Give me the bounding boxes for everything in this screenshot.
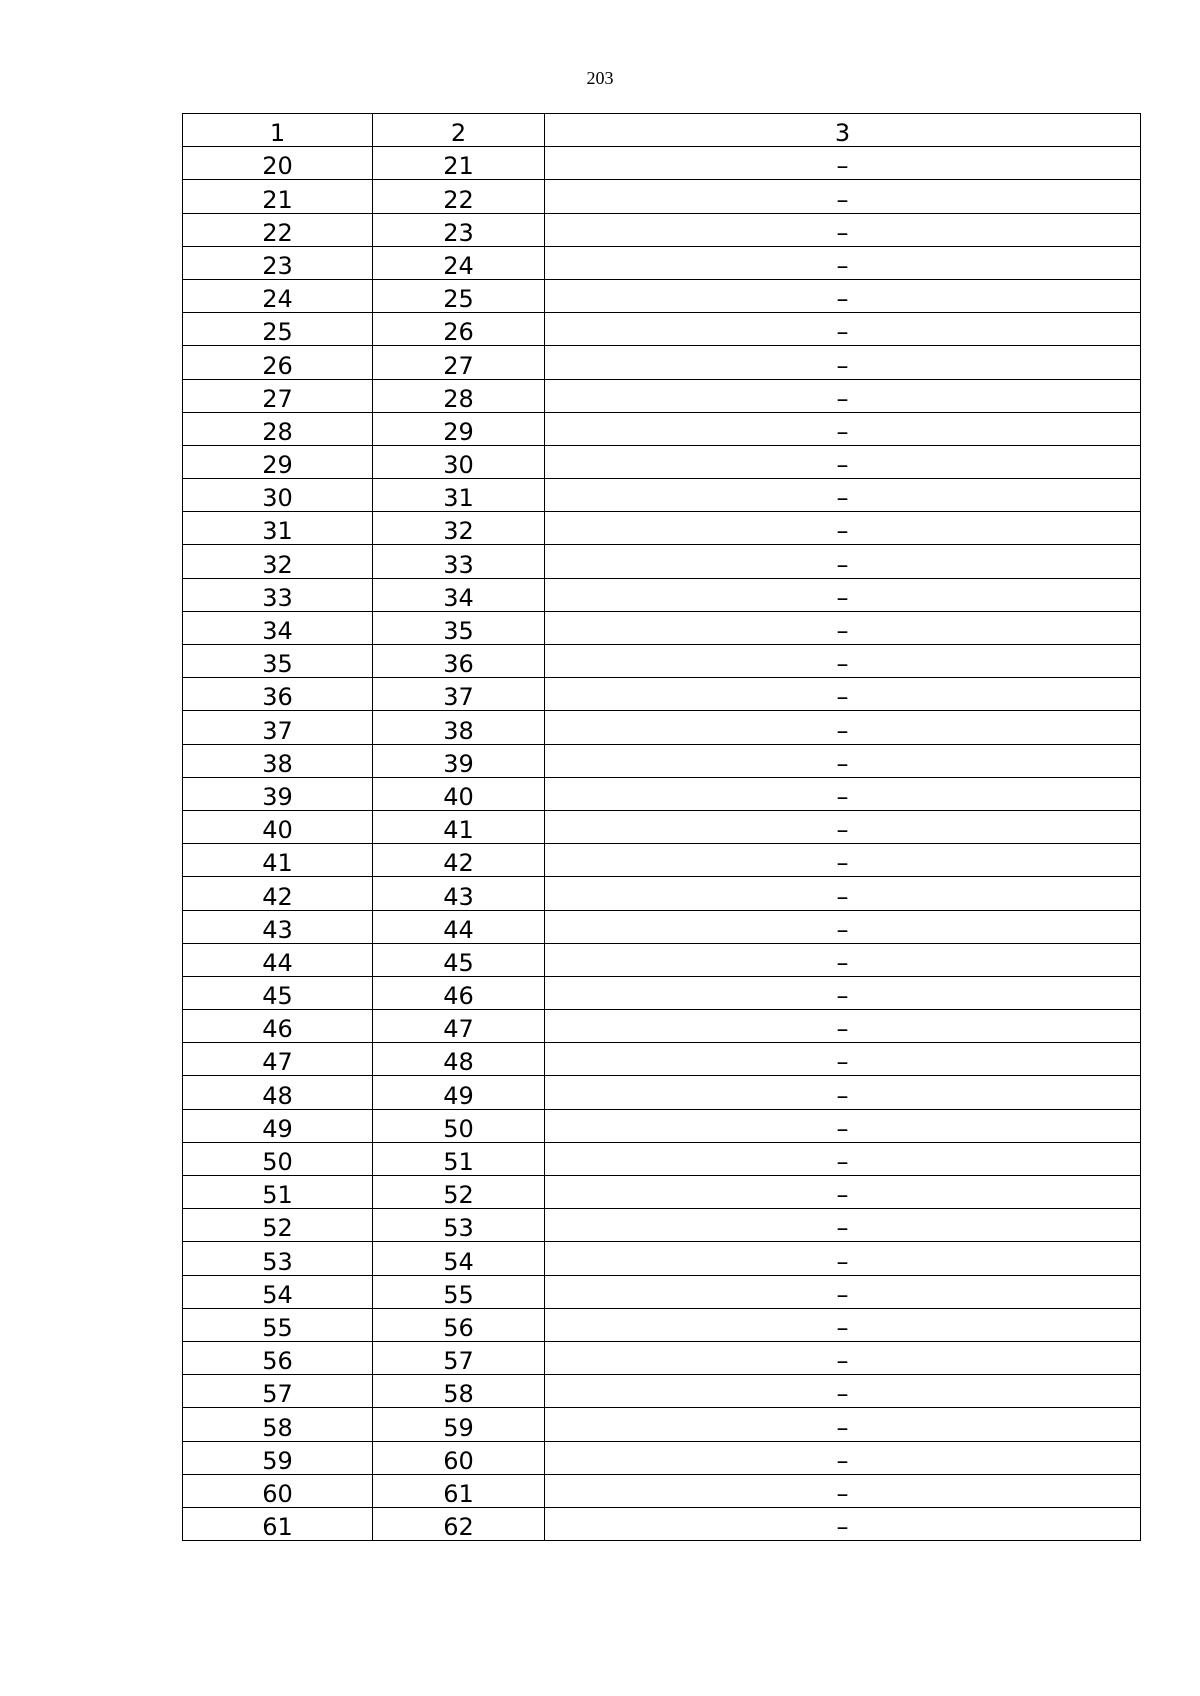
table-cell-col2: 33 [373,545,545,578]
header-cell-col1: 1 [183,114,373,147]
table-cell-col1: 47 [183,1043,373,1076]
table-row [183,180,1141,213]
table-cell-col2: 47 [373,1010,545,1043]
header-cell-col3: 3 [545,114,1141,147]
page-number: 203 [586,68,614,88]
table-cell-col1: 38 [183,744,373,777]
table-cell-col1: 56 [183,1341,373,1374]
table-cell-col3: – [545,246,1141,279]
table-cell-col2: 49 [373,1076,545,1109]
table-cell-col3: – [545,1176,1141,1209]
table-cell-col1: 22 [183,213,373,246]
table-cell-col1: 37 [183,711,373,744]
table-cell-col1: 49 [183,1109,373,1142]
table-cell-col3: – [545,645,1141,678]
table-cell-col3: – [545,313,1141,346]
table-cell-col3: – [545,1308,1141,1341]
table-row [183,1341,1141,1374]
table-cell-col2: 42 [373,844,545,877]
table-row [183,1474,1141,1507]
table-cell-col3: – [545,1043,1141,1076]
table-cell-col2: 55 [373,1275,545,1308]
table-cell-col1: 35 [183,645,373,678]
table-row [183,1507,1141,1540]
table-cell-col1: 50 [183,1142,373,1175]
table-row [183,1043,1141,1076]
table-cell-col2: 32 [373,512,545,545]
table-cell-col2: 58 [373,1375,545,1408]
table-cell-col3: – [545,1507,1141,1540]
table-cell-col2: 35 [373,611,545,644]
table-cell-col3: – [545,844,1141,877]
table-cell-col1: 55 [183,1308,373,1341]
table-cell-col3: – [545,1109,1141,1142]
table-cell-col3: – [545,744,1141,777]
table-cell-col2: 50 [373,1109,545,1142]
table-row [183,744,1141,777]
table-cell-col3: – [545,1076,1141,1109]
table-cell-col2: 25 [373,279,545,312]
table-cell-col3: – [545,1010,1141,1043]
table-row [183,976,1141,1009]
table-cell-col3: – [545,545,1141,578]
table-cell-col2: 44 [373,910,545,943]
table-cell-col1: 58 [183,1408,373,1441]
table-cell-col1: 43 [183,910,373,943]
table-cell-col3: – [545,1408,1141,1441]
table-cell-col2: 53 [373,1209,545,1242]
table-row [183,545,1141,578]
table-cell-col2: 24 [373,246,545,279]
table-cell-col3: – [545,379,1141,412]
table-cell-col1: 27 [183,379,373,412]
table-row [183,611,1141,644]
table-cell-col2: 29 [373,412,545,445]
table-cell-col3: – [545,1341,1141,1374]
table-cell-col1: 29 [183,445,373,478]
table-cell-col2: 34 [373,578,545,611]
table-cell-col3: – [545,910,1141,943]
table-cell-col1: 48 [183,1076,373,1109]
table-row [183,1441,1141,1474]
table-cell-col1: 33 [183,578,373,611]
table-row [183,1109,1141,1142]
table-header-row [183,114,1141,147]
table-cell-col1: 31 [183,512,373,545]
data-table [182,113,1141,1541]
table-cell-col2: 37 [373,678,545,711]
table-cell-col1: 41 [183,844,373,877]
table-cell-col1: 21 [183,180,373,213]
table-cell-col2: 46 [373,976,545,1009]
table-row [183,777,1141,810]
table-row [183,645,1141,678]
table-row [183,877,1141,910]
table-cell-col3: – [545,479,1141,512]
table-cell-col2: 40 [373,777,545,810]
table-cell-col2: 28 [373,379,545,412]
table-cell-col3: – [545,1242,1141,1275]
table-cell-col3: – [545,279,1141,312]
table-cell-col2: 54 [373,1242,545,1275]
table-row [183,1408,1141,1441]
table-cell-col2: 26 [373,313,545,346]
table-cell-col2: 62 [373,1507,545,1540]
table-cell-col3: – [545,1375,1141,1408]
table-cell-col1: 51 [183,1176,373,1209]
table-cell-col1: 53 [183,1242,373,1275]
table-row [183,1176,1141,1209]
table-cell-col1: 30 [183,479,373,512]
table-cell-col2: 27 [373,346,545,379]
table-cell-col3: – [545,1142,1141,1175]
table-cell-col1: 59 [183,1441,373,1474]
table-cell-col3: – [545,578,1141,611]
table-row [183,578,1141,611]
table-cell-col3: – [545,147,1141,180]
table-cell-col1: 39 [183,777,373,810]
table-cell-col2: 39 [373,744,545,777]
table-cell-col1: 54 [183,1275,373,1308]
table-row [183,1076,1141,1109]
header-cell-col2: 2 [373,114,545,147]
table-cell-col2: 61 [373,1474,545,1507]
table-cell-col2: 31 [373,479,545,512]
table-cell-col1: 24 [183,279,373,312]
table-cell-col1: 25 [183,313,373,346]
table-cell-col1: 28 [183,412,373,445]
table-row [183,678,1141,711]
table-cell-col1: 61 [183,1507,373,1540]
table-cell-col1: 34 [183,611,373,644]
table-cell-col3: – [545,1441,1141,1474]
table-cell-col2: 52 [373,1176,545,1209]
table-cell-col3: – [545,711,1141,744]
table-cell-col2: 38 [373,711,545,744]
table-cell-col2: 48 [373,1043,545,1076]
table-cell-col1: 52 [183,1209,373,1242]
table-cell-col1: 42 [183,877,373,910]
table-row [183,1209,1141,1242]
table-row [183,479,1141,512]
table-cell-col3: – [545,1209,1141,1242]
table-row [183,1142,1141,1175]
table-row [183,1010,1141,1043]
table-cell-col2: 22 [373,180,545,213]
table-cell-col2: 23 [373,213,545,246]
table-row [183,279,1141,312]
table-cell-col2: 60 [373,1441,545,1474]
table-row [183,147,1141,180]
table-cell-col3: – [545,412,1141,445]
table-body [183,114,1141,1541]
table-row [183,313,1141,346]
table-cell-col3: – [545,877,1141,910]
table-cell-col1: 57 [183,1375,373,1408]
table-cell-col1: 20 [183,147,373,180]
table-row [183,1308,1141,1341]
table-cell-col2: 43 [373,877,545,910]
table-cell-col3: – [545,180,1141,213]
table-cell-col2: 30 [373,445,545,478]
table-cell-col3: – [545,777,1141,810]
table-cell-col1: 26 [183,346,373,379]
table-cell-col2: 56 [373,1308,545,1341]
table-cell-col3: – [545,943,1141,976]
table-row [183,346,1141,379]
table-row [183,810,1141,843]
table-cell-col3: – [545,810,1141,843]
table-row [183,943,1141,976]
table-cell-col3: – [545,1474,1141,1507]
table-cell-col3: – [545,976,1141,1009]
table-cell-col1: 60 [183,1474,373,1507]
table-row [183,1375,1141,1408]
table-cell-col2: 45 [373,943,545,976]
table-cell-col3: – [545,213,1141,246]
table-row [183,1242,1141,1275]
table-cell-col3: – [545,512,1141,545]
table-cell-col1: 44 [183,943,373,976]
table-row [183,1275,1141,1308]
table-cell-col2: 57 [373,1341,545,1374]
table-cell-col1: 36 [183,678,373,711]
table-row [183,213,1141,246]
table-cell-col2: 51 [373,1142,545,1175]
table-row [183,246,1141,279]
table-row [183,711,1141,744]
table-cell-col1: 32 [183,545,373,578]
table-row [183,379,1141,412]
table-cell-col2: 41 [373,810,545,843]
table-row [183,910,1141,943]
table-cell-col3: – [545,611,1141,644]
table-cell-col2: 36 [373,645,545,678]
table-cell-col2: 59 [373,1408,545,1441]
table-cell-col1: 46 [183,1010,373,1043]
table-cell-col1: 23 [183,246,373,279]
table-cell-col3: – [545,678,1141,711]
table-cell-col1: 40 [183,810,373,843]
table-row [183,844,1141,877]
table-cell-col3: – [545,445,1141,478]
table-cell-col3: – [545,1275,1141,1308]
table-row [183,512,1141,545]
table-row [183,412,1141,445]
table-cell-col3: – [545,346,1141,379]
table-cell-col1: 45 [183,976,373,1009]
table-row [183,445,1141,478]
table-cell-col2: 21 [373,147,545,180]
